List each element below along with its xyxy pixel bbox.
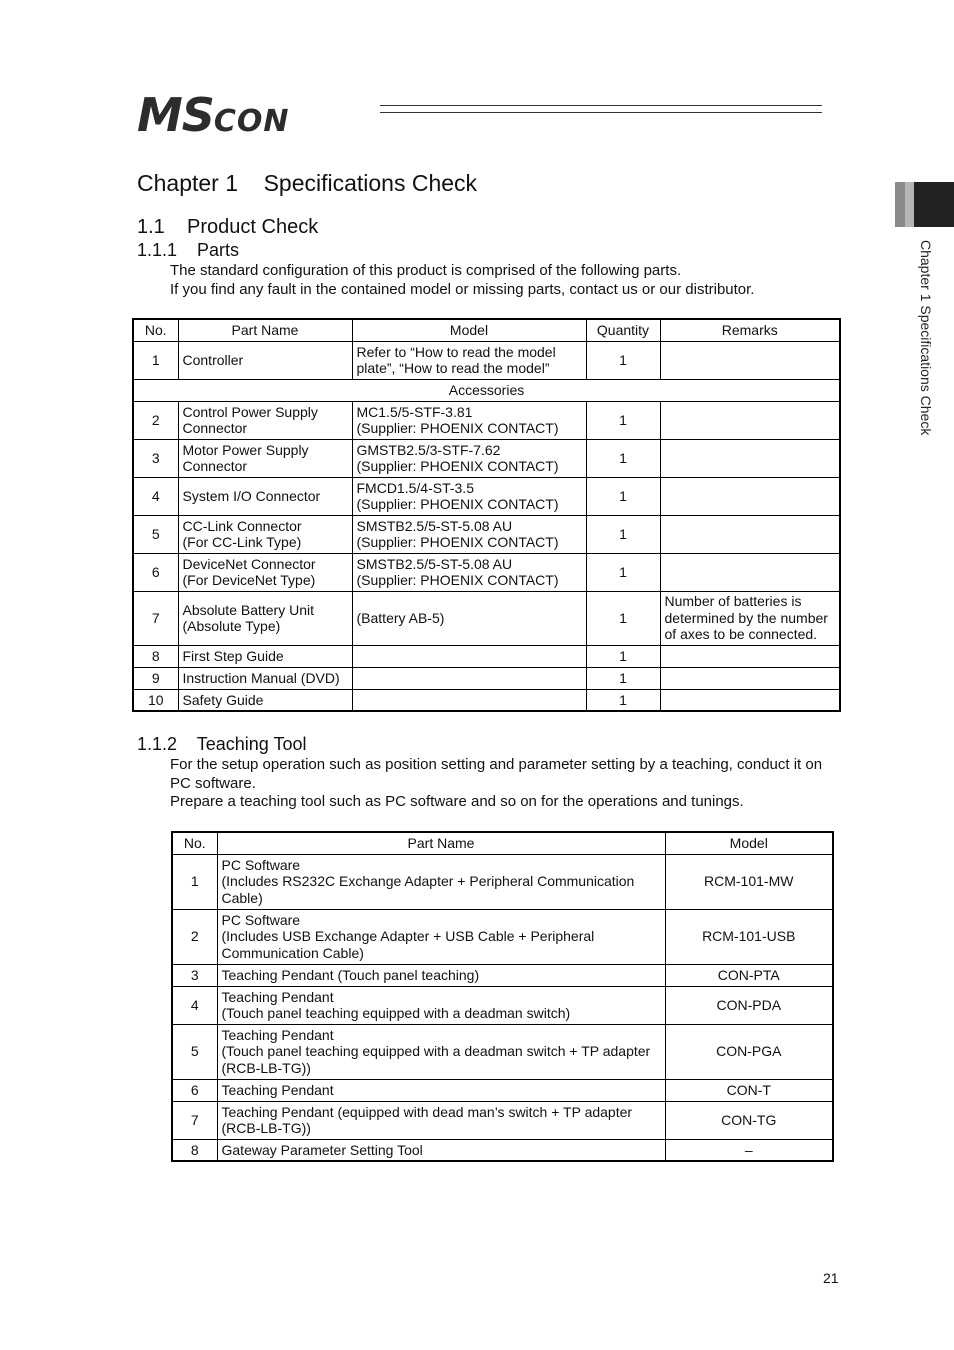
- cell-no: 6: [133, 553, 178, 591]
- cell-model: RCM-101-USB: [665, 909, 833, 964]
- col-header-part-name: Part Name: [178, 319, 352, 341]
- teaching-intro-line-2: Prepare a teaching tool such as PC software and so on for the operations and tunings.: [170, 793, 744, 810]
- chapter-title: Chapter 1 Specifications Check: [137, 170, 478, 196]
- cell-no: 4: [133, 477, 178, 515]
- accessories-label: Accessories: [133, 379, 840, 401]
- parts-intro-line-2: If you find any fault in the contained model or missing parts, contact us or our distributor.: [170, 280, 755, 298]
- parts-intro: [170, 262, 842, 299]
- col-header-quantity: Quantity: [586, 319, 660, 341]
- cell-quantity: 1: [586, 439, 660, 477]
- cell-model: [352, 689, 586, 711]
- cell-part-name: Safety Guide: [178, 689, 352, 711]
- table-row: [133, 667, 840, 689]
- cell-model: CON-TG: [665, 1101, 833, 1139]
- header-rule-bottom: [380, 112, 822, 113]
- cell-remarks: [660, 667, 840, 689]
- cell-part-name: First Step Guide: [178, 645, 352, 667]
- cell-quantity: 1: [586, 689, 660, 711]
- cell-part-name: CC-Link Connector (For CC-Link Type): [178, 515, 352, 553]
- table-row: [133, 515, 840, 553]
- cell-quantity: 1: [586, 645, 660, 667]
- cell-no: 7: [172, 1101, 217, 1139]
- logo-con-text: CON: [213, 104, 290, 139]
- cell-remarks: [660, 553, 840, 591]
- table-row: [172, 964, 833, 986]
- cell-remarks: [660, 439, 840, 477]
- logo-ms-text: MS: [137, 88, 214, 142]
- teaching-heading: 1.1.2 Teaching Tool: [137, 734, 307, 754]
- cell-part-name: Teaching Pendant (Touch panel teaching): [217, 964, 665, 986]
- cell-part-name: Absolute Battery Unit (Absolute Type): [178, 591, 352, 645]
- table-row: [172, 1101, 833, 1139]
- parts-table: [132, 318, 841, 712]
- table-row: [133, 645, 840, 667]
- table-row: [133, 401, 840, 439]
- table-row: [172, 909, 833, 964]
- col-header-model: Model: [665, 832, 833, 854]
- table-row: [133, 591, 840, 645]
- cell-remarks: [660, 477, 840, 515]
- teaching-intro-line-1: For the setup operation such as position setting and parameter setting by a teaching, conduct it on PC software.: [170, 756, 823, 792]
- cell-no: 1: [172, 854, 217, 909]
- cell-part-name: System I/O Connector: [178, 477, 352, 515]
- cell-no: 2: [172, 909, 217, 964]
- cell-model: CON-T: [665, 1079, 833, 1101]
- table-row: [172, 1079, 833, 1101]
- cell-no: 10: [133, 689, 178, 711]
- col-header-model: Model: [352, 319, 586, 341]
- teaching-table: [171, 831, 834, 1162]
- col-header-remarks: Remarks: [660, 319, 840, 341]
- cell-model: CON-PGA: [665, 1024, 833, 1079]
- table-row: [172, 1139, 833, 1161]
- cell-part-name: Teaching Pendant: [217, 1079, 665, 1101]
- table-row: [133, 477, 840, 515]
- cell-no: 8: [133, 645, 178, 667]
- cell-no: 3: [133, 439, 178, 477]
- col-header-no: No.: [172, 832, 217, 854]
- col-header-part-name: Part Name: [217, 832, 665, 854]
- cell-model: (Battery AB-5): [352, 591, 586, 645]
- cell-model: CON-PDA: [665, 986, 833, 1024]
- cell-model: SMSTB2.5/5-ST-5.08 AU (Supplier: PHOENIX CONTACT): [352, 515, 586, 553]
- cell-model: –: [665, 1139, 833, 1161]
- cell-no: 5: [133, 515, 178, 553]
- cell-quantity: 1: [586, 553, 660, 591]
- table-row: [133, 689, 840, 711]
- cell-part-name: Instruction Manual (DVD): [178, 667, 352, 689]
- table-row: [133, 553, 840, 591]
- parts-heading: 1.1.1 Parts: [137, 240, 240, 260]
- chapter-side-label: Chapter 1 Specifications Check: [918, 240, 934, 436]
- cell-no: 2: [133, 401, 178, 439]
- cell-model: RCM-101-MW: [665, 854, 833, 909]
- accessories-row: [133, 379, 840, 401]
- cell-part-name: PC Software (Includes RS232C Exchange Adapter + Peripheral Communication Cable): [217, 854, 665, 909]
- cell-part-name: Controller: [178, 341, 352, 379]
- table-row: [172, 986, 833, 1024]
- cell-remarks: [660, 645, 840, 667]
- header-rule-top: [380, 105, 822, 106]
- cell-no: 9: [133, 667, 178, 689]
- cell-no: 6: [172, 1079, 217, 1101]
- cell-quantity: 1: [586, 667, 660, 689]
- cell-part-name: Gateway Parameter Setting Tool: [217, 1139, 665, 1161]
- cell-part-name: PC Software (Includes USB Exchange Adapter + USB Cable + Peripheral Communication Cable): [217, 909, 665, 964]
- cell-quantity: 1: [586, 401, 660, 439]
- page-number: 21: [823, 1270, 839, 1286]
- cell-model: [352, 645, 586, 667]
- cell-no: 5: [172, 1024, 217, 1079]
- table-row: [133, 439, 840, 477]
- cell-quantity: 1: [586, 477, 660, 515]
- parts-intro-line-1: The standard configuration of this product is comprised of the following parts.: [170, 262, 682, 279]
- cell-remarks: Number of batteries is determined by the number of axes to be connected.: [660, 591, 840, 645]
- teaching-intro: [170, 756, 842, 812]
- cell-remarks: [660, 401, 840, 439]
- cell-part-name: Teaching Pendant (Touch panel teaching equipped with a deadman switch): [217, 986, 665, 1024]
- cell-model: [352, 667, 586, 689]
- cell-part-name: DeviceNet Connector (For DeviceNet Type): [178, 553, 352, 591]
- cell-part-name: Control Power Supply Connector: [178, 401, 352, 439]
- mscon-logo: [137, 88, 290, 142]
- section-title: 1.1 Product Check: [137, 216, 319, 238]
- table-row: [172, 1024, 833, 1079]
- cell-part-name: Teaching Pendant (equipped with dead man’s switch + TP adapter (RCB-LB-TG)): [217, 1101, 665, 1139]
- table-row: [133, 341, 840, 379]
- chapter-side-tab: [895, 182, 954, 227]
- cell-part-name: Teaching Pendant (Touch panel teaching equipped with a deadman switch + TP adapter (RCB-LB-TG)): [217, 1024, 665, 1079]
- cell-remarks: [660, 515, 840, 553]
- col-header-no: No.: [133, 319, 178, 341]
- cell-no: 4: [172, 986, 217, 1024]
- cell-model: SMSTB2.5/5-ST-5.08 AU (Supplier: PHOENIX CONTACT): [352, 553, 586, 591]
- cell-model: Refer to “How to read the model plate”, “How to read the model”: [352, 341, 586, 379]
- cell-remarks: [660, 689, 840, 711]
- cell-remarks: [660, 341, 840, 379]
- cell-model: FMCD1.5/4-ST-3.5 (Supplier: PHOENIX CONTACT): [352, 477, 586, 515]
- cell-no: 3: [172, 964, 217, 986]
- cell-quantity: 1: [586, 515, 660, 553]
- table-row: [172, 854, 833, 909]
- cell-no: 7: [133, 591, 178, 645]
- cell-quantity: 1: [586, 591, 660, 645]
- cell-part-name: Motor Power Supply Connector: [178, 439, 352, 477]
- cell-no: 1: [133, 341, 178, 379]
- cell-model: GMSTB2.5/3-STF-7.62 (Supplier: PHOENIX CONTACT): [352, 439, 586, 477]
- cell-model: CON-PTA: [665, 964, 833, 986]
- cell-no: 8: [172, 1139, 217, 1161]
- cell-quantity: 1: [586, 341, 660, 379]
- cell-model: MC1.5/5-STF-3.81 (Supplier: PHOENIX CONTACT): [352, 401, 586, 439]
